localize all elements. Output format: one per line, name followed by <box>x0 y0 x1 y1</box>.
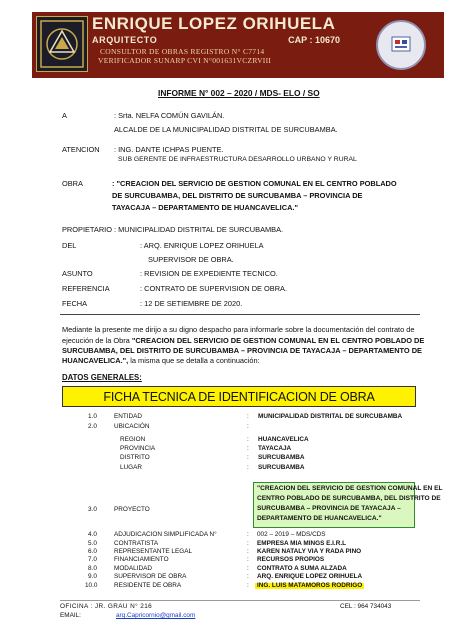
body-line-1: Mediante la presente me dirijo a su digno despacho para informarle sobre la documentación del contrato de <box>62 325 415 334</box>
ficha-row-value: 002 – 2019 – MDS/CDS <box>257 531 326 538</box>
cap-number: CAP : 10670 <box>288 35 340 45</box>
ficha-row-num: 1.0 <box>88 413 97 420</box>
ficha-row-colon: : <box>247 540 249 547</box>
proyecto-num: 3.0 <box>88 506 97 513</box>
ficha-row-colon: : <box>247 423 249 430</box>
del-label: DEL <box>62 241 77 250</box>
proyecto-line: DEPARTAMENTO DE HUANCAVELICA." <box>257 515 382 522</box>
footer-email-label: EMAIL: <box>60 612 81 619</box>
ficha-row-num: 5.0 <box>88 540 97 547</box>
ficha-row-value: ING. LUIS MATAMOROS RODRIGO <box>257 582 363 589</box>
ficha-row-colon: : <box>247 464 249 471</box>
a-recipient: : Srta. NELFA COMÚN GAVILÁN. <box>114 111 225 120</box>
del-sender-title: SUPERVISOR DE OBRA. <box>148 255 234 264</box>
ficha-row-num: 7.0 <box>88 556 97 563</box>
ficha-row-label: MODALIDAD <box>114 565 152 572</box>
footer-cel: CEL : 964 734043 <box>340 603 392 610</box>
footer-divider <box>60 600 420 601</box>
asunto-value: : REVISION DE EXPEDIENTE TECNICO. <box>140 269 278 278</box>
consultant-registry: CONSULTOR DE OBRAS REGISTRO N° C7714 <box>100 47 265 56</box>
ficha-row-colon: : <box>247 413 249 420</box>
ficha-row-num: 6.0 <box>88 548 97 555</box>
fecha-label: FECHA <box>62 299 88 308</box>
ficha-row-label: REPRESENTANTE LEGAL <box>114 548 193 555</box>
atencion-label: ATENCION <box>62 145 100 154</box>
asunto-label: ASUNTO <box>62 269 93 278</box>
sunarp-registry: VERIFICADOR SUNARP CVI N°001631VCZRVIII <box>98 56 272 65</box>
ficha-row-colon: : <box>247 454 249 461</box>
ficha-row-colon: : <box>247 548 249 555</box>
obra-line-2: DE SURCUBAMBA, DEL DISTRITO DE SURCUBAMBA – PROVINCIA DE <box>112 191 363 200</box>
proyecto-line: CENTRO POBLADO DE SURCUBAMBA, DEL DISTRITO DE <box>257 495 441 502</box>
ficha-row-num: 4.0 <box>88 531 97 538</box>
ficha-row-num: 10.0 <box>85 582 98 589</box>
ficha-row-colon: : <box>247 556 249 563</box>
body-line-2-obra: "CREACION DEL SERVICIO DE GESTION COMUNAL EN EL CENTRO POBLADO DE <box>131 336 425 345</box>
ficha-row-value: SURCUBAMBA <box>258 464 305 471</box>
obra-label: OBRA <box>62 179 83 188</box>
ficha-row-label: DISTRITO <box>120 454 150 461</box>
proyecto-line: "CREACION DEL SERVICIO DE GESTION COMUNAL EN EL <box>257 485 443 492</box>
seal-icon <box>376 20 426 70</box>
ficha-row-label: LUGAR <box>120 464 143 471</box>
ficha-row-num: 8.0 <box>88 565 97 572</box>
footer-email-link[interactable]: arq.Capricornio@gmail.com <box>116 612 196 619</box>
ficha-row-colon: : <box>247 531 249 538</box>
ficha-title: FICHA TECNICA DE IDENTIFICACION DE OBRA <box>103 389 375 404</box>
footer-office: OFICINA : JR. GRAU N° 216 <box>60 603 153 610</box>
ficha-row-label: REGION <box>120 436 146 443</box>
informe-title: INFORME N° 002 – 2020 / MDS- ELO / SO <box>158 88 320 98</box>
ficha-row-value: HUANCAVELICA <box>258 436 309 443</box>
body-line-2-intro: ejecución de la Obra <box>62 336 132 345</box>
memo-divider <box>60 314 420 315</box>
ficha-row-value: RECURSOS PROPIOS <box>257 556 325 563</box>
ficha-row-num: 2.0 <box>88 423 97 430</box>
a-label: A <box>62 111 67 120</box>
atencion-recipient: : ING. DANTE ICHPAS PUENTE. <box>114 145 224 154</box>
referencia-label: REFERENCIA <box>62 284 110 293</box>
letterhead-text <box>92 14 342 76</box>
ficha-row-value: SURCUBAMBA <box>258 454 305 461</box>
ficha-row-label: UBICACIÓN <box>114 423 150 430</box>
ficha-row-num: 9.0 <box>88 573 97 580</box>
ficha-row-value: ARQ. ENRIQUE LOPEZ ORIHUELA <box>257 573 363 580</box>
ficha-row-value: KAREN NATALY VIA Y RADA PINO <box>257 548 362 555</box>
propietario: PROPIETARIO : MUNICIPALIDAD DISTRITAL DE SURCUBAMBA. <box>62 225 284 234</box>
proyecto-box <box>253 482 443 528</box>
ficha-row-colon: : <box>247 582 249 589</box>
ficha-row-value: CONTRATO A SUMA ALZADA <box>257 565 347 572</box>
ficha-row-colon: : <box>247 565 249 572</box>
ficha-row-value: EMPRESA MIA MINGS E.I.R.L <box>257 540 347 547</box>
obra-line-3: TAYACAJA – DEPARTAMENTO DE HUANCAVELICA." <box>112 203 298 212</box>
architect-logo-icon <box>36 16 88 72</box>
proyecto-line: SURCUBAMBA – PROVINCIA DE TAYACAJA – <box>257 505 401 512</box>
fecha-value: : 12 DE SETIEMBRE DE 2020. <box>140 299 243 308</box>
ficha-row-label: PROVINCIA <box>120 445 156 452</box>
body-line-3: SURCUBAMBA, DEL DISTRITO DE SURCUBAMBA – PROVINCIA DE TAYACAJA – DEPARTAMENTO DE <box>62 346 422 355</box>
ficha-row-value: TAYACAJA <box>258 445 292 452</box>
ficha-row-label: ADJUDICACION SIMPLIFICADA N° <box>114 531 217 538</box>
ficha-row-label: ENTIDAD <box>114 413 143 420</box>
architect-name: ENRIQUE LOPEZ ORIHUELA <box>92 14 336 33</box>
architect-role: ARQUITECTO <box>92 35 158 45</box>
body-line-4-rest: la misma que se detalla a continuación: <box>128 356 260 365</box>
ficha-title-bar <box>62 386 416 407</box>
body-line-4-obra: HUANCAVELICA.", <box>62 356 129 365</box>
datos-generales-heading: DATOS GENERALES: <box>62 373 142 382</box>
ficha-row-value: MUNICIPALIDAD DISTRITAL DE SURCUBAMBA <box>258 413 403 420</box>
proyecto-label: PROYECTO <box>114 506 150 513</box>
ficha-row-colon: : <box>247 445 249 452</box>
atencion-recipient-title: SUB GERENTE DE INFRAESTRUCTURA DESARROLLO URBANO Y RURAL <box>118 156 357 163</box>
referencia-value: : CONTRATO DE SUPERVISION DE OBRA. <box>140 284 288 293</box>
ficha-row-label: CONTRATISTA <box>114 540 159 547</box>
ficha-row-colon: : <box>247 573 249 580</box>
obra-line-1: : "CREACION DEL SERVICIO DE GESTION COMUNAL EN EL CENTRO POBLADO <box>112 179 397 188</box>
del-sender: : ARQ. ENRIQUE LOPEZ ORIHUELA <box>140 241 264 250</box>
ficha-row-colon: : <box>247 436 249 443</box>
a-recipient-title: ALCALDE DE LA MUNICIPALIDAD DISTRITAL DE SURCUBAMBA. <box>114 125 338 134</box>
ficha-row-label: SUPERVISOR DE OBRA <box>114 573 187 580</box>
ficha-row-label: RESIDENTE DE OBRA <box>114 582 182 589</box>
ficha-row-label: FINANCIAMIENTO <box>114 556 169 563</box>
